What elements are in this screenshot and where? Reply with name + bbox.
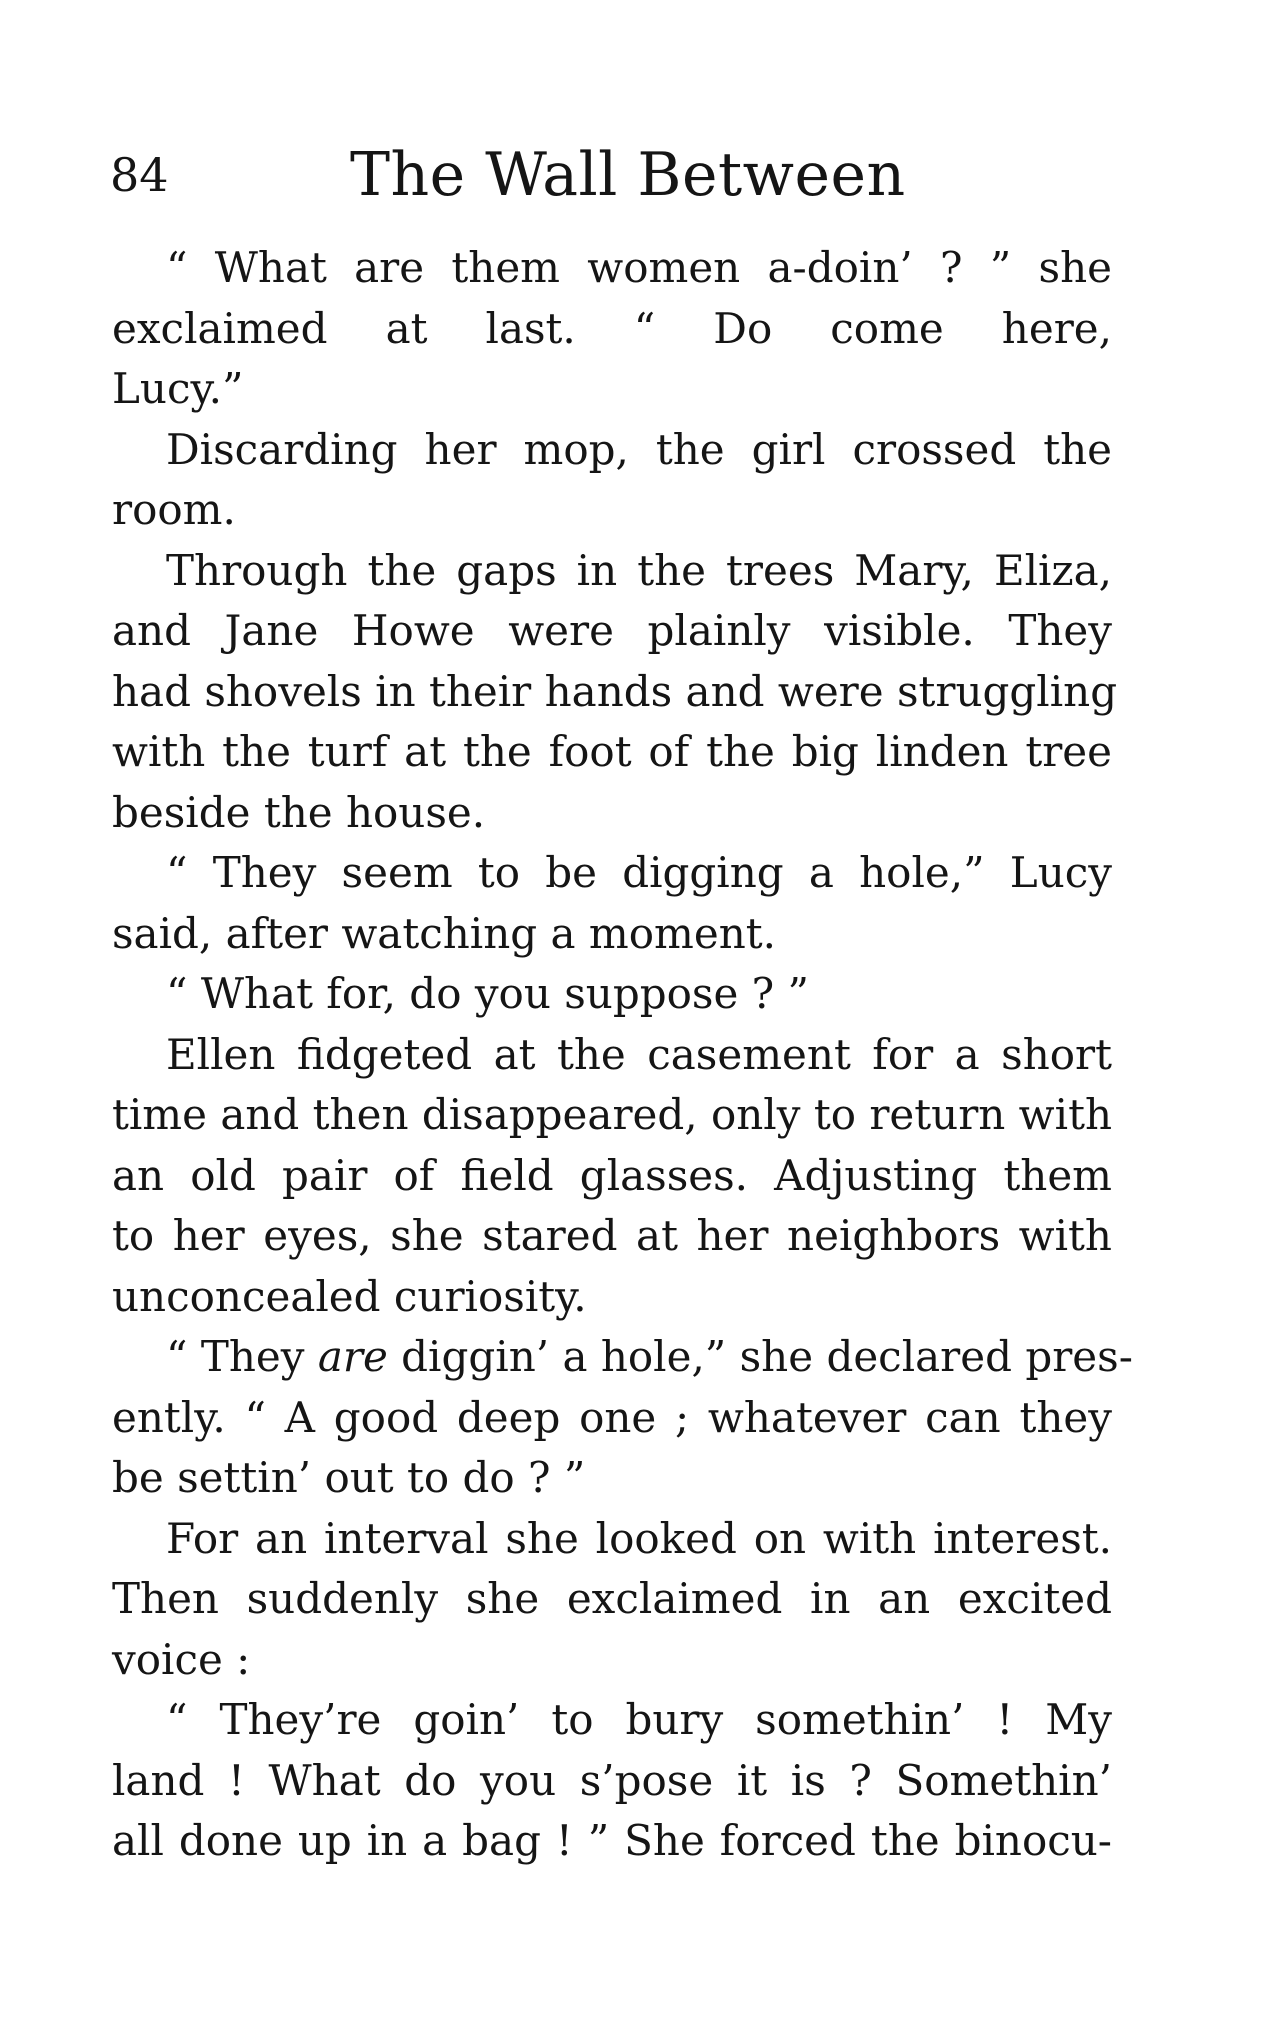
text-line: time and then disappeared, only to return with — [112, 1090, 1112, 1139]
italic-word: are — [317, 1332, 388, 1381]
text-line: to her eyes, she stared at her neighbors with — [112, 1211, 1112, 1260]
text-line: and Jane Howe were plainly visible. They — [112, 606, 1112, 655]
text-line-with-italic — [112, 1327, 1133, 1388]
text-line: with the turf at the foot of the big linden tree — [112, 727, 1112, 776]
text-line: Discarding her mop, the girl crossed the — [166, 424, 1112, 474]
text-line: Through the gaps in the trees Mary, Eliza, — [166, 545, 1112, 595]
text-line: Then suddenly she exclaimed in an excited — [112, 1574, 1112, 1623]
page-header — [110, 140, 1110, 220]
text-line: “ They seem to be digging a hole,” Lucy — [166, 848, 1112, 897]
text-line: exclaimed at last. “ Do come here, — [112, 303, 1112, 353]
text-line: said, after watching a moment. — [112, 908, 776, 958]
body-text — [112, 238, 1133, 1872]
text-line: land ! What do you s’pose it is ? Somethin’ — [112, 1755, 1112, 1805]
text-line: beside the house. — [112, 787, 486, 837]
running-title: The Wall Between — [350, 140, 906, 210]
text-line: Lucy.” — [112, 364, 244, 413]
text-line: unconcealed curiosity. — [112, 1271, 587, 1321]
text-line: voice : — [112, 1634, 251, 1684]
text-line: “ What are them women a-doin’ ? ” she — [166, 243, 1112, 292]
text-segment: “ They — [166, 1332, 305, 1381]
text-line: be settin’ out to do ? ” — [112, 1453, 586, 1502]
text-line: had shovels in their hands and were struggling — [112, 666, 1118, 716]
text-line: ently. “ A good deep one ; whatever can they — [112, 1392, 1112, 1442]
text-line: “ What for, do you suppose ? ” — [166, 969, 810, 1018]
text-line: For an interval she looked on with interest. — [166, 1513, 1112, 1563]
text-segment: diggin’ a hole,” she declared pres- — [401, 1332, 1133, 1381]
text-line: Ellen fidgeted at the casement for a short — [166, 1029, 1112, 1079]
text-line: all done up in a bag ! ” She forced the binocu- — [112, 1816, 1112, 1865]
text-line: room. — [112, 485, 236, 534]
text-line: an old pair of field glasses. Adjusting them — [112, 1150, 1112, 1200]
page-number: 84 — [110, 148, 169, 202]
text-line: “ They’re goin’ to bury somethin’ ! My — [166, 1695, 1112, 1744]
